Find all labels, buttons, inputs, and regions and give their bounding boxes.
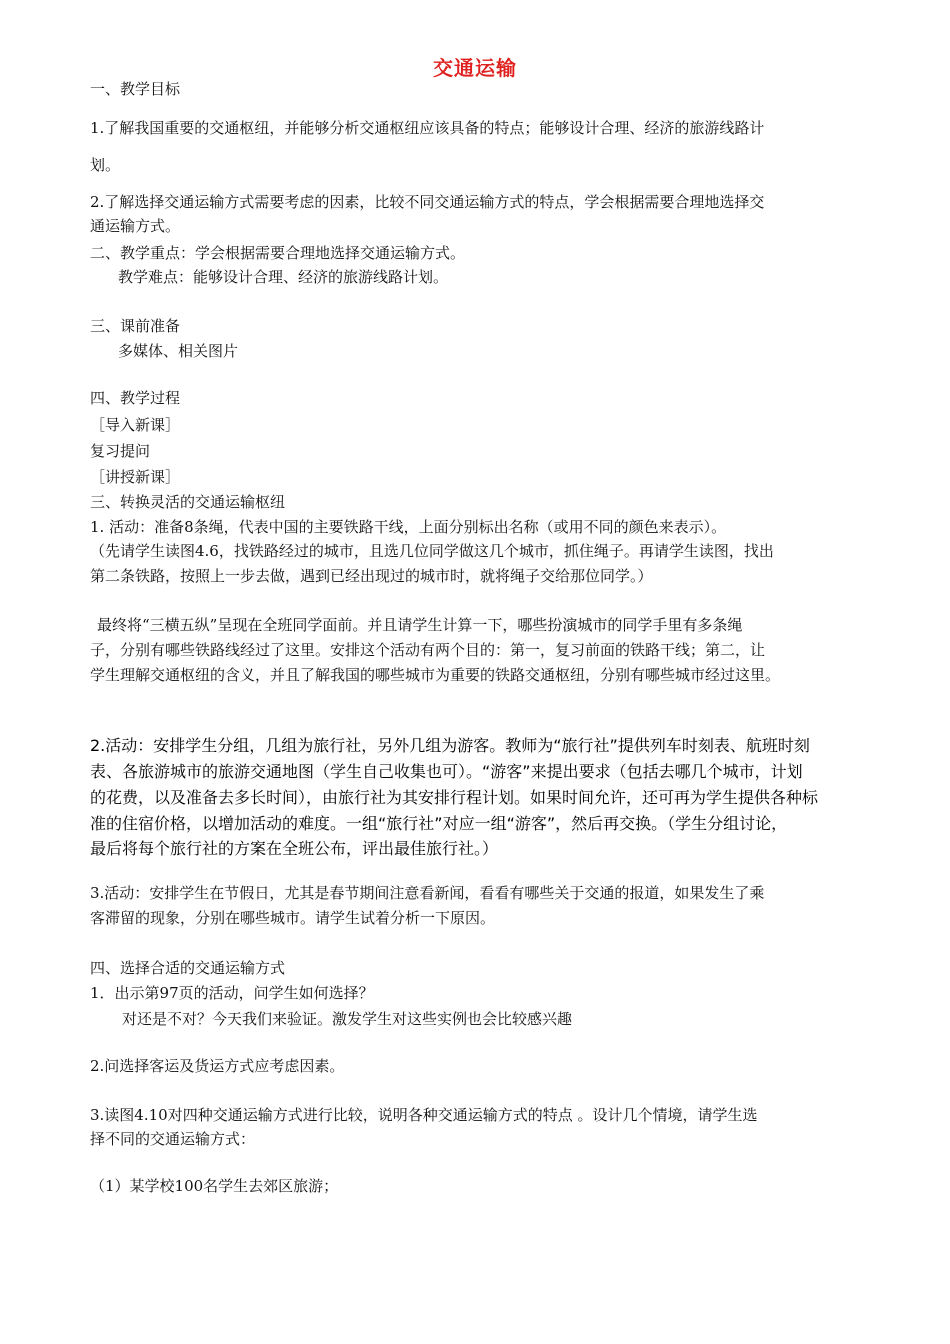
paragraph-line: 复习提问 bbox=[90, 442, 151, 460]
paragraph-line: 教学难点：能够设计合理、经济的旅游线路计划。 bbox=[118, 268, 449, 286]
heading-process: 四、教学过程 bbox=[90, 389, 181, 407]
paragraph-line: 2.了解选择交通运输方式需要考虑的因素，比较不同交通运输方式的特点，学会根据需要合理地选择交 bbox=[90, 193, 765, 211]
paragraph-line: 子，分别有哪些铁路线经过了这里。安排这个活动有两个目的：第一，复习前面的铁路干线；第二，让 bbox=[90, 641, 766, 659]
paragraph-line: 1．出示第97页的活动，问学生如何选择？ bbox=[90, 984, 374, 1002]
paragraph-line: 2.问选择客运及货运方式应考虑因素。 bbox=[90, 1057, 345, 1075]
document-title: 交通运输 bbox=[433, 56, 517, 80]
paragraph-line: 3.读图4.10对四种交通运输方式进行比较，说明各种交通运输方式的特点 。设计几个情境，请学生选 bbox=[90, 1106, 758, 1124]
paragraph-line: 择不同的交通运输方式： bbox=[90, 1130, 256, 1148]
paragraph-line: 划。 bbox=[90, 156, 121, 174]
heading-hub: 三、转换灵活的交通运输枢纽 bbox=[90, 493, 286, 511]
paragraph-line: 通运输方式。 bbox=[90, 217, 181, 235]
paragraph-line: （1）某学校100名学生去郊区旅游； bbox=[90, 1177, 339, 1195]
paragraph-line: 学生理解交通枢纽的含义，并且了解我国的哪些城市为重要的铁路交通枢纽，分别有哪些城市经过这里。 bbox=[90, 666, 781, 684]
paragraph-line: 第二条铁路，按照上一步去做，遇到已经出现过的城市时，就将绳子交给那位同学。） bbox=[90, 567, 653, 585]
activity-2-line: 最后将每个旅行社的方案在全班公布，评出最佳旅行社。） bbox=[90, 839, 499, 858]
paragraph-line: ［导入新课］ bbox=[90, 416, 181, 434]
paragraph-line: 对还是不对？今天我们来验证。激发学生对这些实例也会比较感兴趣 bbox=[122, 1010, 573, 1028]
paragraph-line: （先请学生读图4.6，找铁路经过的城市，且选几位同学做这几个城市，抓住绳子。再请学生读图，找出 bbox=[90, 542, 774, 560]
heading-objectives: 一、教学目标 bbox=[90, 80, 181, 98]
heading-preparation: 三、课前准备 bbox=[90, 317, 181, 335]
paragraph-line: ［讲授新课］ bbox=[90, 468, 181, 486]
paragraph-line: 最终将“三横五纵”呈现在全班同学面前。并且请学生计算一下，哪些扮演城市的同学手里有多条绳 bbox=[97, 616, 743, 634]
heading-choose-mode: 四、选择合适的交通运输方式 bbox=[90, 959, 286, 977]
paragraph-line: 1.了解我国重要的交通枢纽，并能够分析交通枢纽应该具备的特点；能够设计合理、经济的旅游线路计 bbox=[90, 119, 765, 137]
activity-2-line: 2.活动：安排学生分组，几组为旅行社，另外几组为游客。教师为“旅行社”提供列车时刻表、航班时刻 bbox=[90, 736, 810, 755]
heading-key-point: 二、教学重点：学会根据需要合理地选择交通运输方式。 bbox=[90, 244, 466, 262]
activity-2-line: 准的住宿价格，以增加活动的难度。一组“旅行社”对应一组“游客”，然后再交换。（学生分组讨论， bbox=[90, 814, 788, 833]
paragraph-line: 多媒体、相关图片 bbox=[118, 342, 239, 360]
paragraph-line: 1. 活动：准备8条绳，代表中国的主要铁路干线，上面分别标出名称（或用不同的颜色来表示）。 bbox=[90, 518, 727, 536]
activity-2-line: 表、各旅游城市的旅游交通地图（学生自己收集也可）。“游客”来提出要求（包括去哪几个城市，计划 bbox=[90, 762, 803, 781]
paragraph-line: 3.活动：安排学生在节假日，尤其是春节期间注意看新闻，看看有哪些关于交通的报道，如果发生了乘 bbox=[90, 884, 765, 902]
activity-2-line: 的花费，以及准备去多长时间），由旅行社为其安排行程计划。如果时间允许，还可再为学生提供各种标 bbox=[90, 788, 819, 807]
paragraph-line: 客滞留的现象，分别在哪些城市。请学生试着分析一下原因。 bbox=[90, 909, 496, 927]
